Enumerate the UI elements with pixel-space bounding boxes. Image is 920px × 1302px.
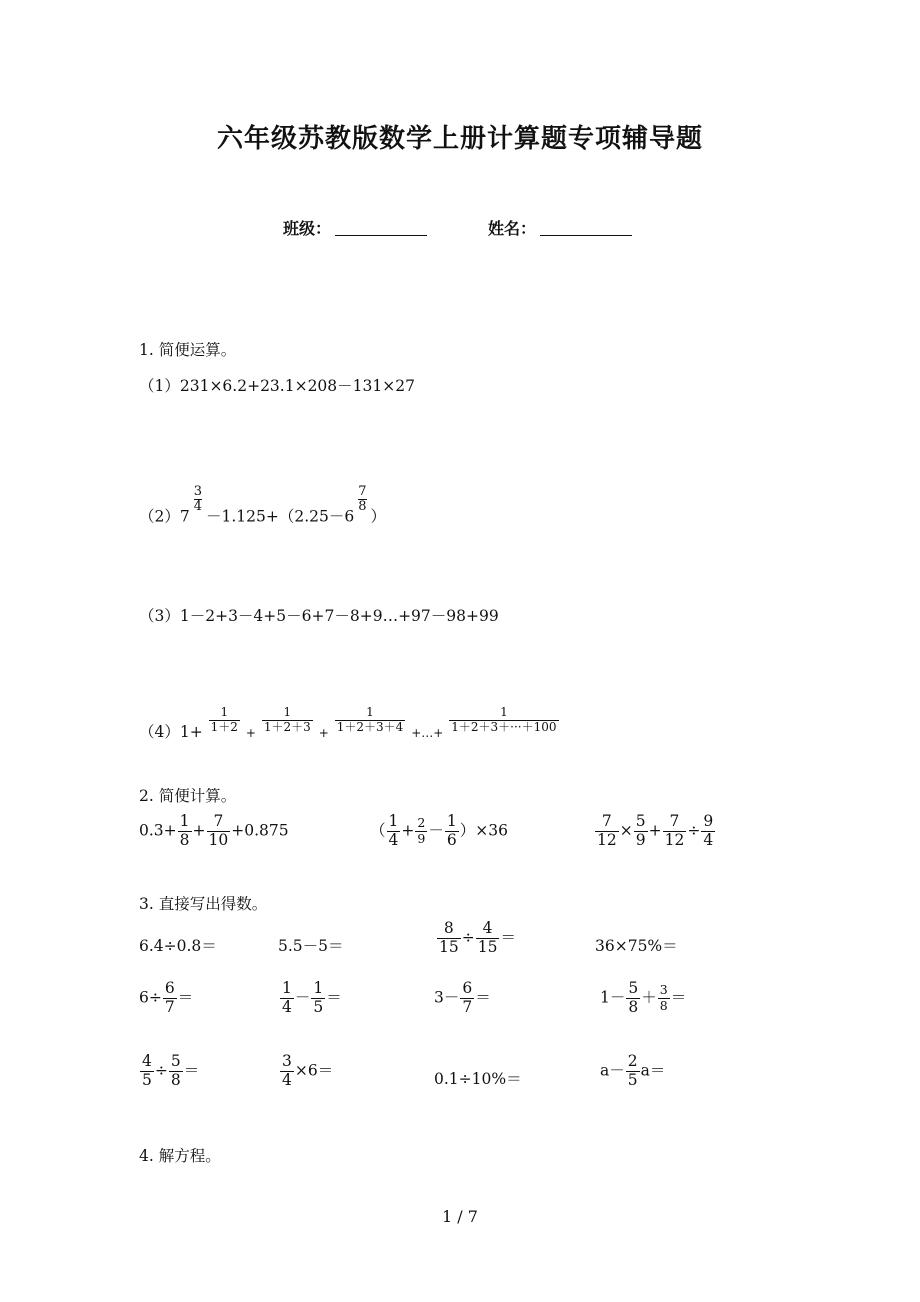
s3-r1-c-frac-1: $\frac{8}{15}$	[439, 919, 459, 956]
name-blank[interactable]	[540, 219, 632, 236]
q1-4-op-2: +	[318, 726, 329, 741]
s2-e1-frac-1: $\frac{1}{8}$	[179, 812, 190, 849]
s3-r2-d: 1－ $\frac{5}{8}$ ＋ $\frac{3}{8}$ ＝	[600, 979, 687, 1016]
q1-4-op-3: +…+	[411, 726, 444, 741]
q1-4-frac-3: $\frac{1}{1+2+3+4}$	[336, 705, 404, 734]
s3-r1-c-frac-2: $\frac{4}{15}$	[477, 919, 498, 956]
s2-expr-2: （ $\frac{1}{4}$ + $\frac{2}{9}$ － $\frac{1}{6}$ ）×36	[370, 812, 508, 849]
s2-expr-1: 0.3+ $\frac{1}{8}$ + $\frac{7}{10}$ +0.875	[139, 812, 289, 849]
q1-4	[139, 705, 560, 742]
s3-r3-a-frac-2: $\frac{5}{8}$	[170, 1052, 181, 1089]
q1-3: （3）1－2+3－4+5－6+7－8+9…+97－98+99	[139, 607, 499, 625]
s3-r3-d-frac: $\frac{2}{5}$	[627, 1052, 638, 1089]
name-field	[488, 216, 632, 239]
s3-r3-a: $\frac{4}{5}$ ÷ $\frac{5}{8}$ ＝	[142, 1052, 200, 1089]
q1-4-op-1: +	[245, 726, 256, 741]
s3-r2-d-frac-1: $\frac{5}{8}$	[628, 979, 639, 1016]
s2-e3-frac-1: $\frac{7}{12}$	[597, 812, 617, 849]
q1-2-mid: －1.125+（2.25－6	[206, 507, 355, 526]
q1-4-frac-2: $\frac{1}{1+2+3}$	[263, 705, 311, 734]
s3-r3-b: $\frac{3}{4}$ ×6＝	[282, 1052, 334, 1089]
s3-r3-b-frac: $\frac{3}{4}$	[282, 1052, 292, 1089]
s2-e3-frac-2: $\frac{5}{9}$	[635, 812, 646, 849]
q1-2-frac-2: $\frac{7}{8}$	[358, 484, 367, 515]
s3-r1-c: $\frac{8}{15}$ ÷ $\frac{4}{15}$ ＝	[439, 919, 516, 956]
class-blank[interactable]	[335, 219, 427, 236]
s2-e3-frac-3: $\frac{7}{12}$	[664, 812, 685, 849]
class-field	[283, 216, 427, 239]
s3-r2-a-frac: $\frac{6}{7}$	[164, 979, 175, 1016]
s3-r1-d: 36×75%＝	[595, 937, 678, 955]
page-title: 六年级苏教版数学上册计算题专项辅导题	[216, 124, 703, 154]
s3-r2-c: 3－ $\frac{6}{7}$ ＝	[434, 979, 491, 1016]
q1-2	[139, 484, 387, 527]
q1-4-prefix: （4）1+	[139, 723, 203, 742]
s3-r3-c: 0.1÷10%＝	[434, 1070, 522, 1088]
q1-2-prefix: （2）7	[139, 507, 190, 526]
q1-1: （1）231×6.2+23.1×208－131×27	[139, 377, 415, 395]
q1-2-suffix: ）	[370, 507, 387, 526]
section-3-heading: 3. 直接写出得数。	[139, 895, 268, 913]
section-2-heading: 2. 简便计算。	[139, 787, 237, 805]
page-number: 1 / 7	[442, 1207, 478, 1226]
s3-r2-b-frac-2: $\frac{1}{5}$	[313, 979, 324, 1016]
s3-r2-b: $\frac{1}{4}$ － $\frac{1}{5}$ ＝	[282, 979, 342, 1016]
s2-e2-frac-1: $\frac{1}{4}$	[388, 812, 399, 849]
s3-r3-d: a－ $\frac{2}{5}$ a＝	[600, 1052, 666, 1089]
q1-2-frac-1: $\frac{3}{4}$	[193, 484, 203, 515]
section-4-heading: 4. 解方程。	[139, 1147, 221, 1165]
s3-r3-a-frac-1: $\frac{4}{5}$	[142, 1052, 152, 1089]
section-1-heading: 1. 简便运算。	[139, 341, 237, 359]
q1-4-frac-4: $\frac{1}{1+2+3+\cdot\cdot\cdot+100}$	[451, 705, 557, 734]
s2-e2-frac-3: $\frac{1}{6}$	[446, 812, 457, 849]
name-label: 姓名：	[488, 219, 537, 238]
s3-r2-a: 6÷ $\frac{6}{7}$ ＝	[139, 979, 194, 1016]
s2-expr-3: $\frac{7}{12}$ × $\frac{5}{9}$ + $\frac{7}{12}$ ÷ $\frac{9}{4}$	[597, 812, 714, 849]
s3-r1-b: 5.5－5＝	[278, 937, 344, 955]
q1-4-frac-1: $\frac{1}{1+2}$	[210, 705, 238, 734]
s2-e2-frac-2: $\frac{2}{9}$	[417, 815, 426, 846]
s3-r1-a: 6.4÷0.8＝	[139, 937, 217, 955]
s2-e3-frac-4: $\frac{9}{4}$	[703, 812, 714, 849]
s3-r2-d-frac-2: $\frac{3}{8}$	[659, 982, 668, 1013]
s3-r2-c-frac: $\frac{6}{7}$	[462, 979, 473, 1016]
s2-e1-frac-2: $\frac{7}{10}$	[208, 812, 229, 849]
class-label: 班级：	[283, 219, 332, 238]
s3-r2-b-frac-1: $\frac{1}{4}$	[282, 979, 292, 1016]
